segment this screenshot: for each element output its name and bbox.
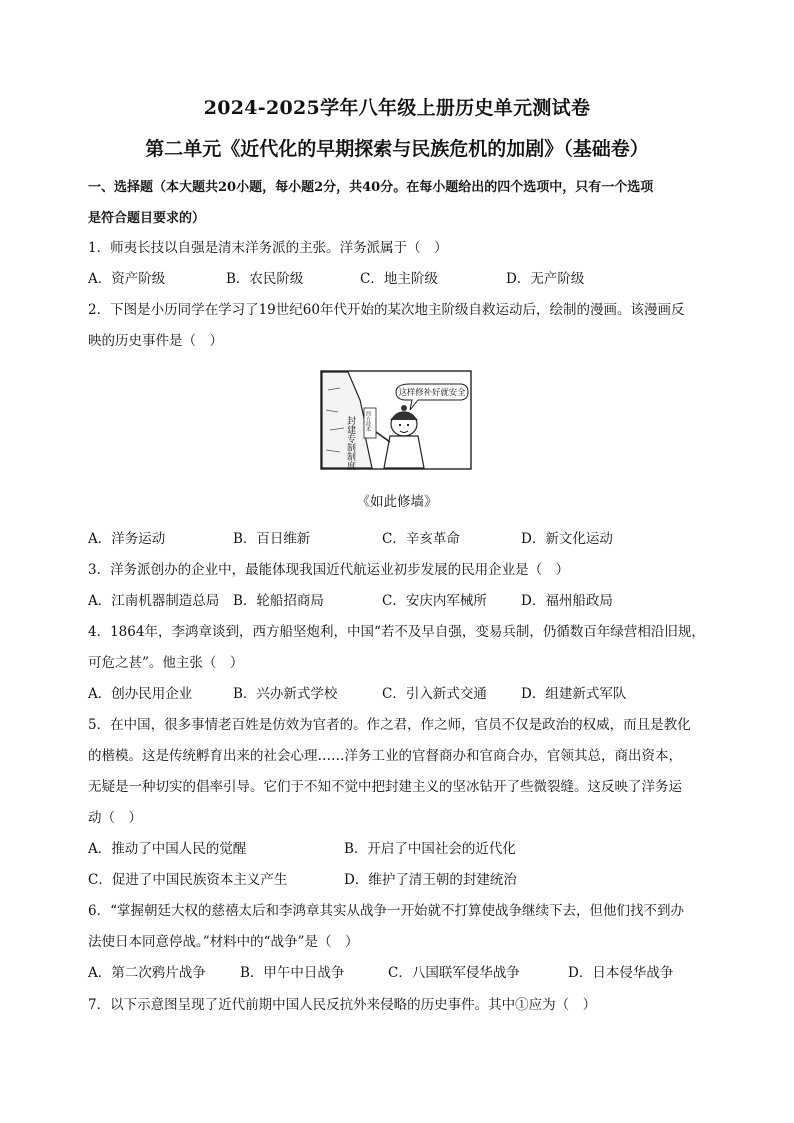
question-stem-line2: 映的历史事件是（ ） — [88, 333, 223, 349]
options-row — [88, 524, 712, 555]
option-d: D．无产阶级 — [506, 271, 585, 287]
question-6 — [88, 896, 712, 989]
options-row — [88, 264, 712, 295]
options-row-1 — [88, 834, 712, 865]
question-3 — [88, 555, 712, 617]
option-a: A．第二次鸦片战争 — [88, 965, 206, 981]
option-a: A．江南机器制造总局 — [88, 593, 220, 609]
option-a: A．创办民用企业 — [88, 686, 193, 702]
patch-label: 西方技术 — [365, 411, 371, 432]
option-b: B．兴办新式学校 — [233, 686, 338, 702]
option-c: C．安庆内军械所 — [382, 593, 487, 609]
question-stem-line3: 无疑是一种切实的倡率引导。它们于不知不觉中把封建主义的坚冰钻开了些微裂缝。这反映了洋务运 — [88, 779, 682, 795]
question-7 — [88, 990, 712, 1021]
option-b: B．甲午中日战争 — [240, 965, 345, 981]
option-b: B．开启了中国社会的近代化 — [344, 841, 516, 857]
option-b: B．百日维新 — [233, 531, 311, 547]
speech-text: 这样修补好就安全 — [398, 387, 466, 397]
option-c: C．八国联军侵华战争 — [388, 965, 520, 981]
eye-left — [399, 424, 401, 426]
option-d: D．维护了清王朝的封建统治 — [344, 872, 517, 888]
option-c: C．地主阶级 — [360, 271, 438, 287]
option-b: B．轮船招商局 — [233, 593, 324, 609]
figure-robe — [384, 436, 424, 468]
options-row — [88, 586, 712, 617]
question-stem: 1．师夷长技以自强是清末洋务派的主张。洋务派属于（ ） — [88, 240, 448, 256]
page-title: 2024-2025学年八年级上册历史单元测试卷 — [203, 97, 591, 119]
page-subtitle: 第二单元《近代化的早期探索与民族危机的加剧》（基础卷） — [145, 138, 649, 160]
question-stem-line1: 2．下图是小历同学在学习了19世纪60年代开始的某次地主阶级自救运动后，绘制的漫画。该漫画反 — [88, 302, 685, 318]
question-stem-line1: 4．1864年，李鸿章谈到，西方船坚炮利，中国“若不及早自强，变易兵制，仍循数百年绿营相沿旧规， — [88, 624, 705, 640]
option-b: B．农民阶级 — [226, 271, 304, 287]
question-stem-line2: 的楷模。这是传统孵育出来的社会心理……洋务工业的官督商办和官商合办，官领其总，商出资本， — [88, 748, 682, 764]
option-d: D．日本侵华战争 — [568, 965, 674, 981]
question-stem: 3．洋务派创办的企业中，最能体现我国近代航运业初步发展的民用企业是（ ） — [88, 562, 570, 578]
question-stem-line1: 5．在中国，很多事情老百姓是仿效为官者的。作之君，作之师，官员不仅是政治的权威，而且是教化 — [88, 717, 691, 733]
option-a: A．推动了中国人民的觉醒 — [88, 841, 247, 857]
question-2-options — [88, 524, 712, 555]
option-a: A．洋务运动 — [88, 531, 166, 547]
question-2 — [88, 295, 712, 357]
section-instruction-line1: 一、选择题（本大题共20小题，每小题2分，共40分。在每小题给出的四个选项中，只有一个选项 — [88, 180, 654, 195]
section-instruction-line2: 是符合题目要求的） — [88, 211, 206, 226]
option-c: C．促进了中国民族资本主义产生 — [88, 872, 288, 888]
question-stem-line2: 法使日本同意停战。”材料中的“战争”是（ ） — [88, 934, 359, 950]
option-c: C．辛亥革命 — [382, 531, 460, 547]
option-d: D．组建新式军队 — [521, 686, 627, 702]
question-stem-line2: 可危之甚”。他主张（ ） — [88, 655, 244, 671]
section-header — [88, 172, 712, 234]
question-stem: 7．以下示意图呈现了近代前期中国人民反抗外来侵略的历史事件。其中①应为（ ） — [88, 997, 597, 1013]
options-row — [88, 958, 712, 989]
hat-knob — [401, 405, 407, 411]
option-c: C．引入新式交通 — [382, 686, 487, 702]
cartoon-caption: 《如此修墙》 — [356, 494, 438, 510]
options-row — [88, 679, 712, 710]
question-stem-line1: 6．“掌握朝廷大权的慈禧太后和李鸿章其实从战争一开始就不打算使战争继续下去，但他们找不到办 — [88, 903, 684, 919]
options-row-2 — [88, 865, 712, 896]
question-1 — [88, 233, 712, 295]
option-a: A．资产阶级 — [88, 271, 166, 287]
eye-right — [407, 424, 409, 426]
option-d: D．福州船政局 — [521, 593, 613, 609]
option-d: D．新文化运动 — [521, 531, 613, 547]
wall-label: 封建专制制度 — [345, 416, 355, 470]
question-stem-line4: 动（ ） — [88, 810, 142, 826]
question-4 — [88, 617, 712, 710]
cartoon-illustration — [320, 370, 472, 470]
question-5 — [88, 710, 712, 896]
